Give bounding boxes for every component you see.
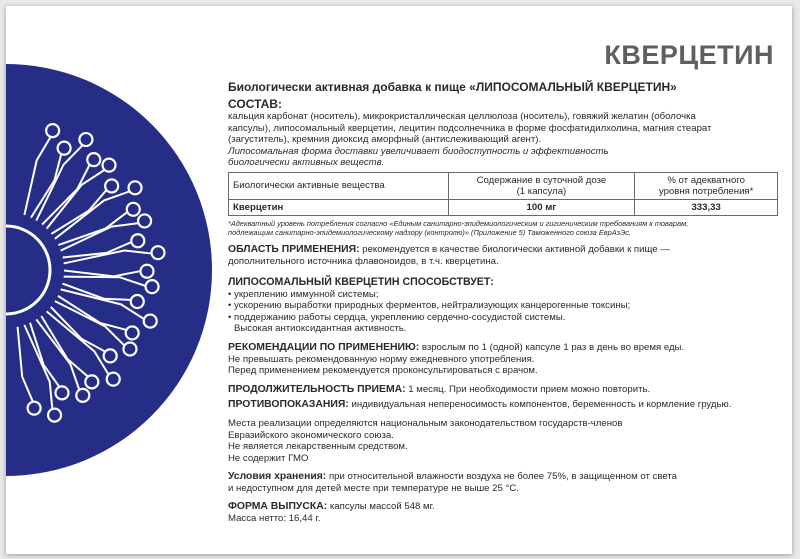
lipid-head [103,159,116,172]
table-header: % от адекватного уровня потребления* [635,172,778,199]
lipid-head [85,375,98,388]
lipid-head [58,142,71,155]
form-section: ФОРМА ВЫПУСКА: капсулы массой 548 мг. Масса нетто: 16,44 г. [228,501,778,524]
liposome-illustration [6,6,236,554]
net-weight: Масса нетто: 16,44 г. [228,513,321,525]
list-item: • ускорению выработки природных ферментов, нейтрализующих канцерогенные токсины; [228,300,631,312]
list-item: • укреплению иммунной системы; [228,288,379,300]
lipid-head [131,234,144,247]
lipid-head [131,295,144,308]
contraindications-section: ПРОТИВОПОКАЗАНИЯ: индивидуальная непереносимость компонентов, беременность и кормление грудью. [228,399,732,411]
list-item: • поддержанию работы сердца, укреплению сердечно-сосудистой системы. [228,311,566,323]
lipid-head [55,386,68,399]
lipid-head [105,179,118,192]
lipid-head [126,326,139,339]
table-header: Биологически активные вещества [229,172,449,199]
table-footnote: *Адекватный уровень потребления согласно «Единым санитарно-эпидемиологическим и гигиеническим требованиям к товарам, подлежащим санитарно-эпидемиологическому надзору (контролю)» (Приложение 5) Таможенного союза ЕврАзЭс. [228,218,689,238]
lipid-head [129,181,142,194]
label-content [228,80,778,525]
application-section: ОБЛАСТЬ ПРИМЕНЕНИЯ: рекомендуется в качестве биологически активной добавки к пище — дополнительного источника флавоноидов, в т.ч. кверцетина. [228,244,670,267]
table-cell: Кверцетин [229,199,449,215]
lipid-head [138,214,151,227]
label-sheet [6,6,792,554]
table-cell: 333,33 [635,199,778,215]
usage-section: РЕКОМЕНДАЦИИ ПО ПРИМЕНЕНИЮ: взрослым по 1 (одной) капсуле 1 раз в день во время еды. Не превышать рекомендованную норму ежедневного употребления. Перед применением рекомендуется проконсультироваться с врачом. [228,341,685,377]
composition-text: кальция карбонат (носитель), микрокристаллическая целлюлоза (носитель), говяжий желатин (оболочка капсулы), липосомальный кверцетин, лецитин подсолнечника в форме фосфатидилхолина, магния стеарат (загуститель), кремния диоксид аморфный (антислеживающий агент). [228,111,712,146]
lipid-head [76,389,89,402]
lipid-head [28,402,41,415]
lipid-head [123,342,136,355]
table-cell: 100 мг [448,199,635,215]
lipid-head [152,246,165,259]
product-title: Биологически активная добавка к пище «ЛИПОСОМАЛЬНЫЙ КВЕРЦЕТИН» [228,80,677,94]
promotes-list [228,289,778,335]
table-row [229,199,778,215]
liposomal-note: Липосомальная форма доставки увеличивает биодоступность и эффективность биологически активных веществ. [228,145,609,169]
storage-section: Условия хранения: при относительной влажности воздуха не более 75%, в защищенном от света и недоступном для детей месте при температуре не выше 25 °С. [228,471,677,494]
lipid-head [104,349,117,362]
lipid-head [144,315,157,328]
legal-notes: Места реализации определяются национальным законодательством государств-членов Евразийского экономического союза. Не является лекарственным средством. Не содержит ГМО [228,417,623,464]
promotes-heading: ЛИПОСОМАЛЬНЫЙ КВЕРЦЕТИН СПОСОБСТВУЕТ: [228,275,494,288]
table-header: Содержание в суточной дозе (1 капсула) [448,172,635,199]
lipid-head [46,124,59,137]
lipid-head [48,409,61,422]
lipid-head [146,280,159,293]
duration-section: ПРОДОЛЖИТЕЛЬНОСТЬ ПРИЕМА: 1 месяц. При необходимости прием можно повторить. [228,383,651,395]
composition-table [228,172,778,216]
table-header-row [229,172,778,199]
lipid-head [87,153,100,166]
lipid-head [79,133,92,146]
lipid-head [107,373,120,386]
list-item: Высокая антиоксидантная активность. [234,323,407,335]
lipid-head [140,265,153,278]
lipid-head [127,203,140,216]
composition-heading: СОСТАВ: [228,97,282,111]
brand-title: КВЕРЦЕТИН [604,40,774,70]
